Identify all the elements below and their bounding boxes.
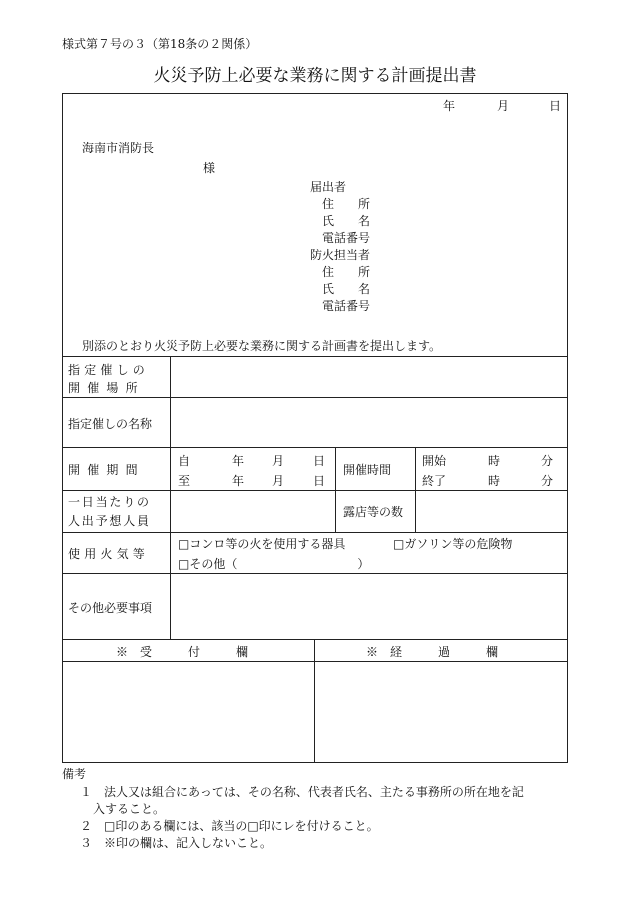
date-day: 日 [549,99,562,113]
fire-officer-label: 防火担当者 [310,248,371,262]
addressee: 海南市消防長 [82,141,155,155]
crowd-label-line2: 人出予想人員 [68,514,151,528]
officer-name-label: 氏 名 [322,282,371,296]
date-month: 月 [497,99,510,113]
row-divider [62,639,568,640]
applicant-address-label: 住 所 [322,197,371,211]
officer-address-label: 住 所 [322,265,371,279]
honorific: 様 [203,161,216,175]
applicant-name-label: 氏 名 [322,214,371,228]
to-mark: 至 [178,474,191,488]
fire-option-stove: □コンロ等の火を使用する器具 [178,537,346,551]
end-label: 終了 [422,474,447,488]
row-divider [62,490,568,491]
progress-column-header: ※ 経 過 欄 [366,645,499,659]
period-label: 開催期間 [68,463,145,477]
form-type-label: 様式第７号の３（第18条の２関係） [62,37,258,51]
applicant-label: 届出者 [310,180,347,194]
end-minute: 分 [541,474,554,488]
from-month: 月 [272,454,285,468]
fire-option-hazardous: □ガソリン等の危険物 [393,537,513,551]
other-items-label: その他必要事項 [68,601,153,615]
start-label: 開始 [422,454,447,468]
row-divider [62,532,568,533]
row-divider [62,447,568,448]
officer-phone-label: 電話番号 [322,299,371,313]
date-year: 年 [443,99,456,113]
row-divider [62,356,568,357]
stalls-label: 露店等の数 [343,505,404,519]
fire-use-label: 使用火気等 [68,547,150,561]
submission-statement: 別添のとおり火災予防上必要な業務に関する計画書を提出します。 [82,339,442,353]
row-divider [62,661,568,662]
venue-label-line1: 指定催しの [68,363,150,377]
notes-heading: 備考 [62,767,87,781]
note-3: ３ ※印の欄は、記入しないこと。 [80,836,273,850]
time-label: 開催時間 [343,463,392,477]
row-divider [62,397,568,398]
from-mark: 自 [178,454,191,468]
fire-option-other: □その他（ ） [178,557,370,571]
end-hour: 時 [488,474,501,488]
crowd-label-line1: 一日当たりの [68,495,151,509]
column-divider [415,447,416,532]
to-year: 年 [232,474,245,488]
from-year: 年 [232,454,245,468]
row-divider [62,573,568,574]
note-2: ２ □印のある欄には、該当の□印にレを付けること。 [80,819,379,833]
from-day: 日 [313,454,326,468]
column-divider [335,447,336,532]
start-minute: 分 [541,454,554,468]
note-1-continued: 入すること。 [93,802,166,816]
to-day: 日 [313,474,326,488]
start-hour: 時 [488,454,501,468]
document-title: 火災予防上必要な業務に関する計画提出書 [153,66,477,86]
venue-label-line2: 開催場所 [68,381,145,395]
event-name-label: 指定催しの名称 [68,417,153,431]
applicant-phone-label: 電話番号 [322,231,371,245]
to-month: 月 [272,474,285,488]
label-column-divider [170,356,171,639]
column-divider [314,639,315,763]
reception-column-header: ※ 受 付 欄 [116,645,249,659]
note-1: １ 法人又は組合にあっては、その名称、代表者氏名、主たる事務所の所在地を記 [80,785,524,799]
